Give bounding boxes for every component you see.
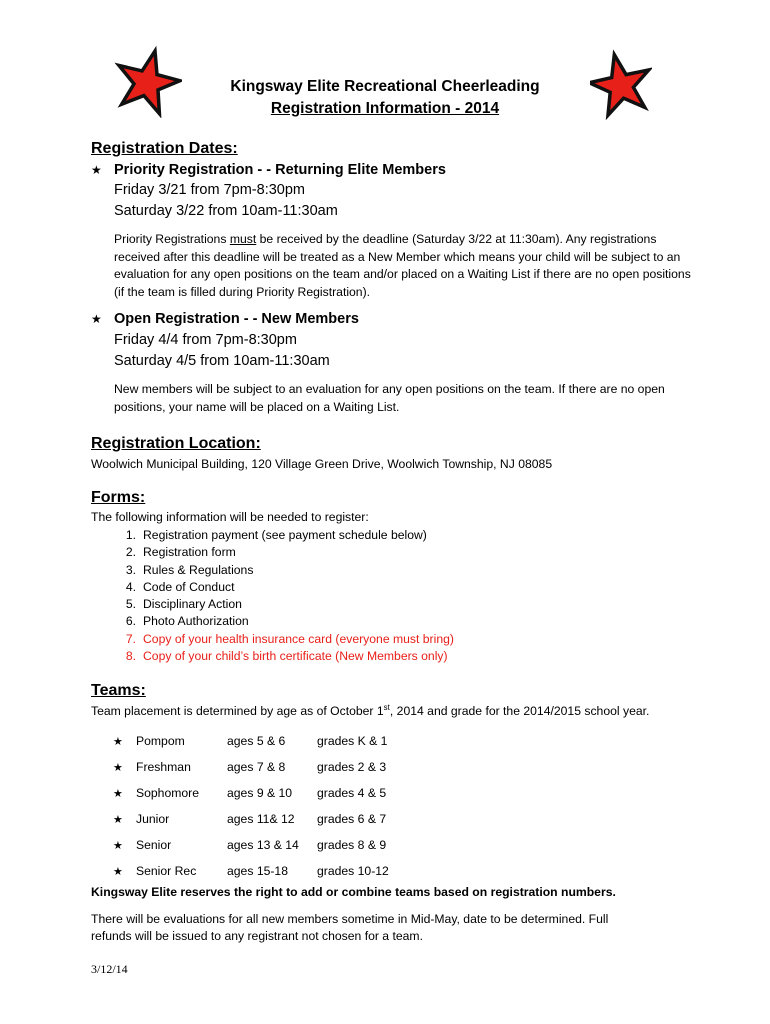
star-bullet-icon: ★ [91,163,102,177]
table-row: ★ Senior ages 13 & 14 grades 8 & 9 [113,838,387,852]
footer-date: 3/12/14 [91,962,128,976]
list-item: 3. Rules & Regulations [125,562,254,577]
table-row: ★ Freshman ages 7 & 8 grades 2 & 3 [113,760,387,774]
star-bullet-icon: ★ [113,787,123,800]
priority-date-line: Saturday 3/22 from 10am-11:30am [114,203,338,219]
list-item: 4. Code of Conduct [125,579,235,594]
document-subtitle: Registration Information - 2014 [270,100,500,117]
list-item: 8. Copy of your child’s birth certificate (New Members only) [125,649,448,664]
open-registration-heading [91,311,359,327]
open-date-line: Saturday 4/5 from 10am-11:30am [114,353,330,369]
teams-heading: Teams: [91,682,146,699]
table-row: ★ Sophomore ages 9 & 10 grades 4 & 5 [113,786,387,800]
open-registration-title: Open Registration - - New Members [114,311,359,327]
star-bullet-icon: ★ [91,312,102,326]
list-item: 2. Registration form [125,545,236,560]
location-address: Woolwich Municipal Building, 120 Village Green Drive, Woolwich Township, NJ 08085 [91,457,553,471]
star-bullet-icon: ★ [113,735,123,748]
list-item: 5. Disciplinary Action [125,597,242,612]
document-title: Kingsway Elite Recreational Cheerleading [230,78,540,95]
list-item: 7. Copy of your health insurance card (everyone must bring) [125,631,454,646]
table-row: ★ Senior Rec ages 15-18 grades 10-12 [113,864,389,878]
priority-registration-heading [91,162,446,178]
registration-location-heading: Registration Location: [91,435,261,452]
open-date-line: Friday 4/4 from 7pm-8:30pm [114,332,297,348]
star-bullet-icon: ★ [113,839,123,852]
forms-list [91,527,454,665]
priority-date-line: Friday 3/21 from 7pm-8:30pm [114,182,305,198]
reserve-note: Kingsway Elite reserves the right to add or combine teams based on registration numbers. [91,885,616,899]
forms-intro: The following information will be needed to register: [91,510,369,524]
open-registration-paragraph: New members will be subject to an evaluation for any open positions on the team. If there are no open positions, your name will be placed on a Waiting List. [114,382,665,414]
star-bullet-icon: ★ [113,865,123,878]
priority-registration-paragraph: Priority Registrations must be received by the deadline (Saturday 3/22 at 11:30am). Any registrations received after this deadline will be treated as a New Member which means your child will be subject to an evaluation for any open positions on the team and/or placed on a Waiting List if there are no open positions (if the team is filled during Priority Registration). [114,232,691,299]
registration-dates-heading: Registration Dates: [91,140,238,157]
table-row: ★ Junior ages 11& 12 grades 6 & 7 [113,812,387,826]
teams-intro: Team placement is determined by age as of October 1st, 2014 and grade for the 2014/2015 school year. [91,703,650,719]
star-bullet-icon: ★ [113,761,123,774]
evaluation-note: refunds will be issued to any registrant not chosen for a team. [91,929,423,943]
star-bullet-icon: ★ [113,813,123,826]
priority-registration-title: Priority Registration - - Returning Elite Members [114,162,446,178]
list-item: 6. Photo Authorization [125,614,249,629]
emphasis-must: must [229,232,257,246]
table-row: ★ Pompom ages 5 & 6 grades K & 1 [113,734,388,748]
forms-heading: Forms: [91,489,146,506]
teams-table [113,728,389,884]
list-item: 1. Registration payment (see payment schedule below) [125,528,427,542]
evaluation-note: There will be evaluations for all new members sometime in Mid-May, date to be determined. Full [91,912,609,926]
